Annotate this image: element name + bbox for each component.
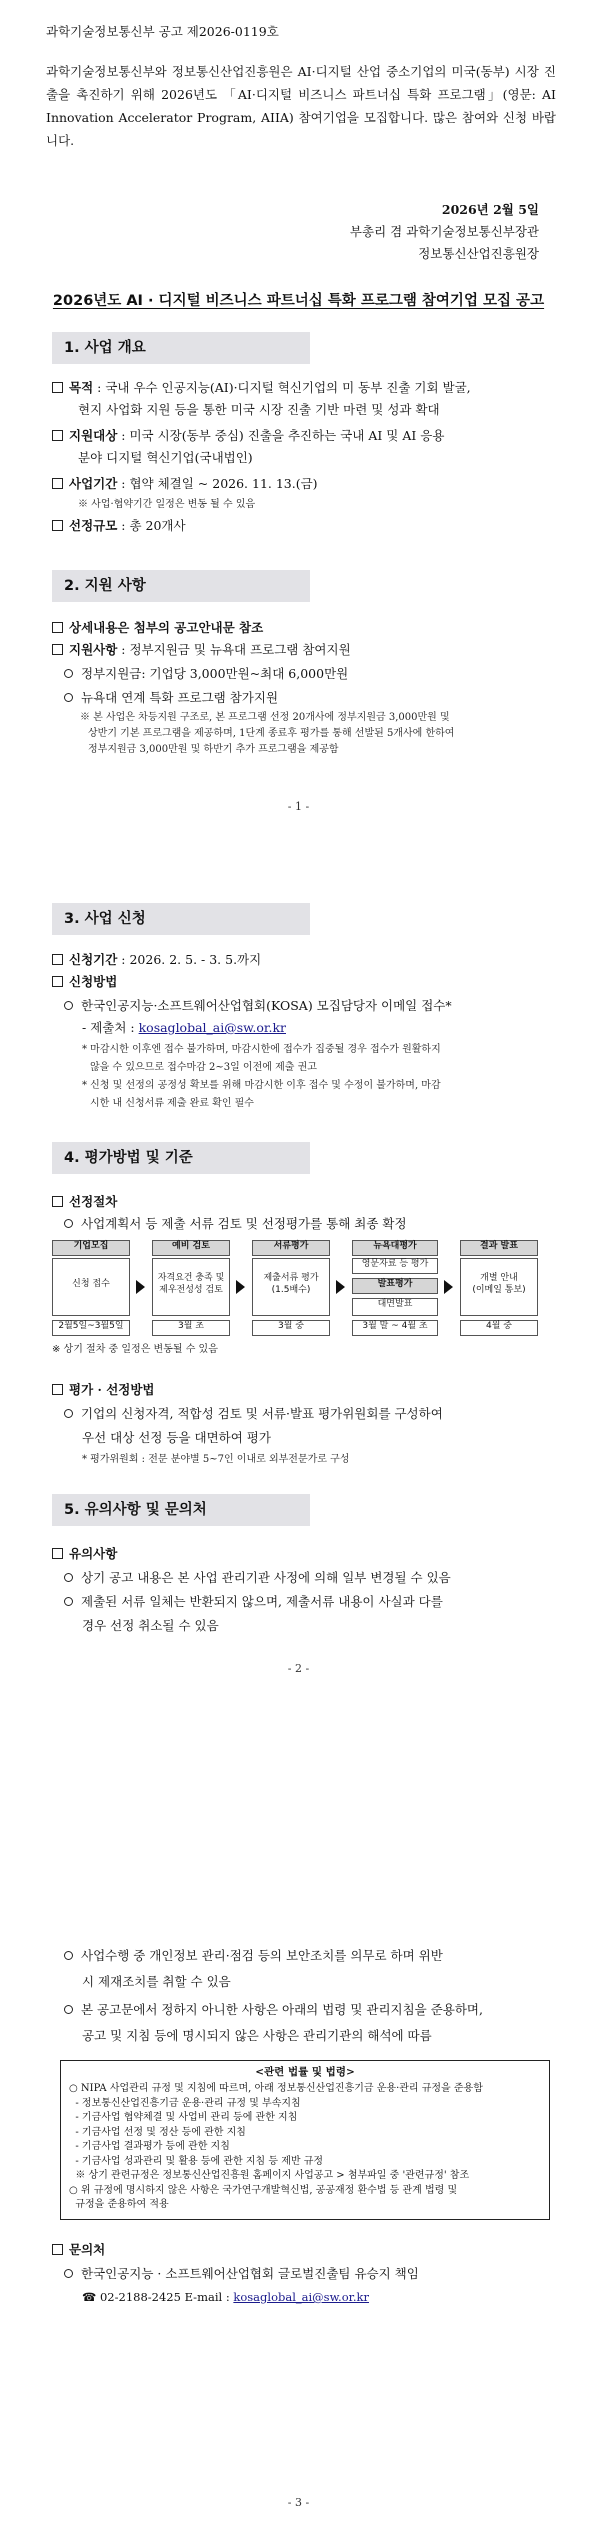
arrow-right-icon — [236, 1280, 245, 1294]
warn-3: * 신청 및 선정의 공정성 확보를 위해 마감시한 이후 접수 및 수정이 불가하며, 마감 — [82, 1080, 441, 1091]
flow-step-body: 영문자료 등 평가 — [352, 1258, 438, 1274]
checkbox-icon — [52, 1548, 63, 1559]
contact-person: 한국인공지능 · 소프트웨어산업협회 글로벌진출팀 유승지 책임 — [64, 2264, 569, 2284]
flow-step-head: 예비 검토 — [152, 1240, 230, 1256]
flow-step-head: 결과 발표 — [460, 1240, 538, 1256]
law-line: - 기금사업 성과관리 및 활용 등에 관한 지침 등 제반 규정 — [69, 2155, 324, 2167]
caution-3-cont: 시 제재조치를 취할 수 있음 — [82, 1974, 231, 1989]
purpose-item: 목적 : 국내 우수 인공지능(AI)·디지털 혁신기업의 미 동부 진출 기회 발굴, — [52, 378, 557, 398]
caution-2: 제출된 서류 일체는 반환되지 않으며, 제출서류 내용이 사실과 다를 — [64, 1592, 569, 1612]
caution-4: 본 공고문에서 정하지 아니한 사항은 아래의 법령 및 관리지침을 준용하며, — [64, 2000, 569, 2020]
flow-step-head: 뉴욕대평가 — [352, 1240, 438, 1256]
arrow-right-icon — [336, 1280, 345, 1294]
flow-step-body: 개별 안내 (이메일 통보) — [460, 1258, 538, 1316]
circle-bullet-icon — [64, 1951, 73, 1960]
apply-method-item: 신청방법 — [52, 972, 557, 992]
support-item: 지원사항 : 정부지원금 및 뉴욕대 프로그램 참여지원 — [52, 640, 557, 660]
arrow-right-icon — [444, 1280, 453, 1294]
section-heading-eval: 4. 평가방법 및 기준 — [52, 1142, 310, 1174]
target-item: 지원대상 : 미국 시장(동부 중심) 진출을 추진하는 국내 AI 및 AI 응용 — [52, 426, 557, 446]
support-note-2: 상반기 기본 프로그램을 제공하며, 1단계 종료후 평가를 통해 선발된 5개사에 한하여 — [88, 728, 455, 739]
flow-step-head: 기업모집 — [52, 1240, 130, 1256]
detail-item: 상세내용은 첨부의 공고안내문 참조 — [52, 618, 557, 638]
email-link[interactable]: kosaglobal_ai@sw.or.kr — [138, 1020, 286, 1035]
contact-item: 문의처 — [52, 2240, 557, 2260]
law-box — [60, 2060, 550, 2220]
caution-item: 유의사항 — [52, 1544, 557, 1564]
notice-number: 과학기술정보통신부 공고 제2026-0119호 — [46, 24, 279, 39]
notice-date: 2026년 2월 5일 — [441, 202, 539, 217]
signer-nipa: 정보통신산업진흥원장 — [418, 246, 539, 261]
checkbox-icon — [52, 382, 63, 393]
intro-paragraph: 과학기술정보통신부와 정보통신산업진흥원은 AI·디지털 산업 중소기업의 미국(동부) 시장 진출을 촉진하기 위해 2026년도 「AI·디지털 비즈니스 파트너십 특화 프로그램」(영문: AI Innovation Accelerator Program, AIIA) 참여기업을 모집합니다. 많은 참여와 신청 바랍니다. — [46, 64, 556, 149]
section-heading-overview: 1. 사업 개요 — [52, 332, 310, 364]
warn-4: 시한 내 신청서류 제출 완료 확인 필수 — [90, 1098, 254, 1109]
contact-email-link[interactable]: kosaglobal_ai@sw.or.kr — [233, 2290, 369, 2304]
arrow-right-icon — [136, 1280, 145, 1294]
proc-text-item: 사업계획서 등 제출 서류 검토 및 선정평가를 통해 최종 확정 — [64, 1214, 569, 1234]
circle-bullet-icon — [64, 2269, 73, 2278]
checkbox-icon — [52, 644, 63, 655]
caution-1: 상기 공고 내용은 본 사업 관리기관 사정에 의해 일부 변경될 수 있음 — [64, 1568, 569, 1588]
period-note: ※ 사업·협약기간 일정은 변동 될 수 있음 — [78, 499, 256, 510]
purpose-item-cont: 현지 사업화 지원 등을 통한 미국 시장 진출 기반 마련 및 성과 확대 — [78, 402, 440, 417]
circle-bullet-icon — [64, 1001, 73, 1010]
caution-2-cont: 경우 선정 취소될 수 있음 — [82, 1618, 219, 1633]
flow-step-body: 발표평가 — [352, 1278, 438, 1294]
checkbox-icon — [52, 1384, 63, 1395]
flow-note: ※ 상기 절차 중 일정은 변동될 수 있음 — [52, 1344, 218, 1355]
section-heading-notice: 5. 유의사항 및 문의처 — [52, 1494, 310, 1526]
caution-4-cont: 공고 및 지침 등에 명시되지 않은 사항은 관리기관의 해석에 따름 — [82, 2028, 432, 2043]
section-heading-apply: 3. 사업 신청 — [52, 903, 310, 935]
circle-bullet-icon — [64, 1219, 73, 1228]
checkbox-icon — [52, 622, 63, 633]
eval-note: * 평가위원회 : 전문 분야별 5~7인 이내로 외부전문가로 구성 — [82, 1454, 350, 1465]
flow-step-head: 서류평가 — [252, 1240, 330, 1256]
eval-item: 평가 · 선정방법 — [52, 1380, 557, 1400]
page-number-3: - 3 - — [287, 2496, 310, 2509]
support-note-1: ※ 본 사업은 차등지원 구조로, 본 프로그램 선정 20개사에 정부지원금 3,000만원 및 — [80, 712, 450, 723]
law-line: - 기금사업 선정 및 정산 등에 관한 지침 — [69, 2126, 246, 2138]
target-item-cont: 분야 디지털 혁신기업(국내법인) — [78, 450, 253, 465]
law-line: - 기금사업 결과평가 등에 관한 지침 — [69, 2141, 230, 2153]
flow-step-body: 자격요건 충족 및 제우전성성 검토 — [152, 1258, 230, 1316]
email-item: - 제출처 : kosaglobal_ai@sw.or.kr — [82, 1020, 286, 1035]
warn-1: * 마감시한 이후엔 접수 불가하며, 마감시한에 접수가 집중될 경우 접수가 원활하지 — [82, 1044, 441, 1055]
selection-flow — [52, 1240, 557, 1375]
flow-step-date: 4월 중 — [460, 1320, 538, 1336]
page-number-2: - 2 - — [287, 1662, 310, 1675]
apply-period-item: 신청기간 : 2026. 2. 5. - 3. 5.까지 — [52, 950, 557, 970]
law-line: - 기금사업 협약체결 및 사업비 관리 등에 관한 지침 — [69, 2112, 298, 2124]
circle-bullet-icon — [64, 1573, 73, 1582]
circle-bullet-icon — [64, 1409, 73, 1418]
page-number-1: - 1 - — [287, 800, 310, 813]
signer-minister: 부총리 겸 과학기술정보통신부장관 — [349, 224, 539, 239]
support-note-3: 정부지원금 3,000만원 및 하반기 추가 프로그램을 제공함 — [88, 744, 339, 755]
checkbox-icon — [52, 520, 63, 531]
circle-bullet-icon — [64, 693, 73, 702]
scale-item: 선정규모 : 총 20개사 — [52, 516, 557, 536]
phone-label: ☎ 02-2188-2425 E-mail : — [82, 2290, 234, 2304]
flow-step-date: 3월 초 — [152, 1320, 230, 1336]
circle-bullet-icon — [64, 2005, 73, 2014]
checkbox-icon — [52, 954, 63, 965]
flow-step-date: 2월5일~3월5일 — [52, 1320, 130, 1336]
flow-step-body: 제출서류 평가 (1.5배수) — [252, 1258, 330, 1316]
section-heading-support: 2. 지원 사항 — [52, 570, 310, 602]
kosa-item: 한국인공지능·소프트웨어산업협회(KOSA) 모집담당자 이메일 접수* — [64, 996, 569, 1016]
proc-item: 선정절차 — [52, 1192, 557, 1212]
circle-bullet-icon — [64, 1597, 73, 1606]
warn-2: 않을 수 있으므로 접수마감 2~3일 이전에 제출 권고 — [90, 1062, 317, 1073]
flow-step-date: 3월 중 — [252, 1320, 330, 1336]
document-title: 2026년도 AI · 디지털 비즈니스 파트너십 특화 프로그램 참여기업 모집 공고 — [52, 293, 545, 309]
nyu-item: 뉴욕대 연계 특화 프로그램 참가지원 — [64, 688, 569, 708]
checkbox-icon — [52, 478, 63, 489]
flow-step-date: 3월 말 ~ 4월 초 — [352, 1320, 438, 1336]
checkbox-icon — [52, 1196, 63, 1207]
caution-3: 사업수행 중 개인정보 관리·점검 등의 보안조치를 의무로 하며 위반 — [64, 1946, 569, 1966]
checkbox-icon — [52, 430, 63, 441]
law-line: ※ 상기 관련규정은 정보통신산업진흥원 홈페이지 사업공고 > 첨부파일 중 '관련규정' 참조 — [69, 2170, 470, 2182]
eval-text-item: 기업의 신청자격, 적합성 검토 및 서류·발표 평가위원회를 구성하여 — [64, 1404, 569, 1424]
circle-bullet-icon — [64, 669, 73, 678]
flow-step-body: 신청 접수 — [52, 1258, 130, 1316]
checkbox-icon — [52, 2244, 63, 2255]
flow-step-body: 대면발표 — [352, 1298, 438, 1316]
contact-line — [82, 2288, 587, 2306]
law-line: 규정을 준용하여 적용 — [69, 2199, 169, 2211]
law-line: ○ NIPA 사업관리 규정 및 지침에 따르며, 아래 정보통신산업진흥기금 운용·관리 규정을 준용함 — [69, 2083, 483, 2095]
checkbox-icon — [52, 976, 63, 987]
law-line: ○ 위 규정에 명시하지 않은 사항은 국가연구개발혁신법, 공공재정 환수법 등 관계 법령 및 — [69, 2184, 458, 2196]
law-line: - 정보통신산업진흥기금 운용·관리 규정 및 부속지침 — [69, 2097, 301, 2109]
period-item: 사업기간 : 협약 체결일 ~ 2026. 11. 13.(금) — [52, 474, 557, 494]
fund-item: 정부지원금: 기업당 3,000만원~최대 6,000만원 — [64, 664, 569, 684]
eval-text-cont: 우선 대상 선정 등을 대면하여 평가 — [82, 1430, 271, 1445]
law-box-title: <관련 법률 및 법령> — [255, 2066, 355, 2078]
